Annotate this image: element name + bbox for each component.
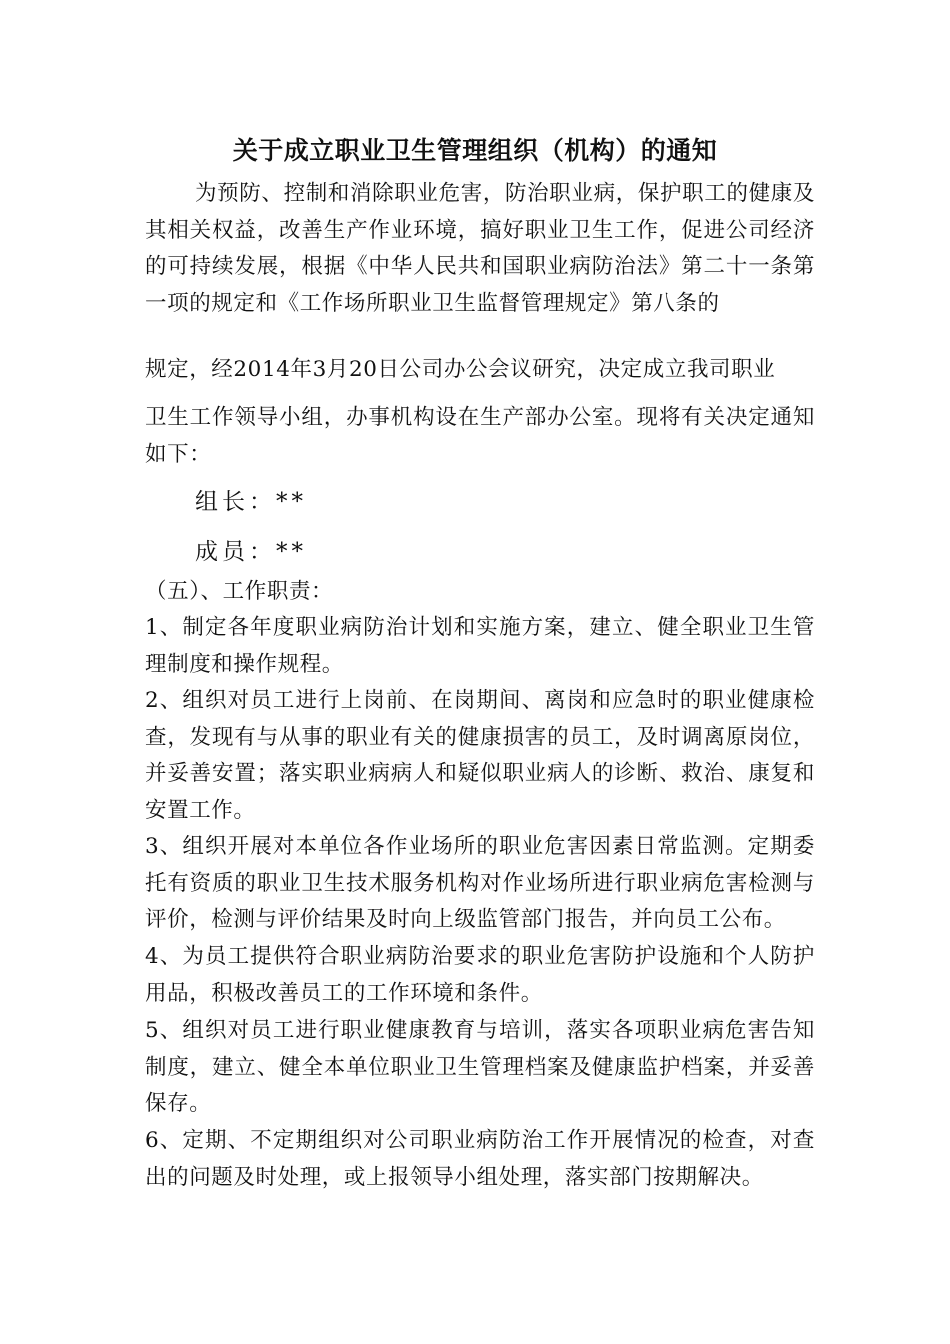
intro-paragraph-end: 卫生工作领导小组，办事机构设在生产部办公室。现将有关决定通知如下： (145, 405, 815, 467)
duty-item: 5、组织对员工进行职业健康教育与培训，落实各项职业病危害告知制度，建立、健全本单位职业卫生管理档案及健康监护档案，并妥善保存。 (145, 1018, 815, 1116)
intro-paragraph-continued: 规定，经2014年3月20日公司办公会议研究，决定成立我司职业 (145, 357, 776, 382)
duty-item: 6、定期、不定期组织对公司职业病防治工作开展情况的检查，对查出的问题及时处理，或上报领导小组处理，落实部门按期解决。 (145, 1128, 815, 1190)
duties-heading: （五）、工作职责： (145, 579, 334, 604)
page-title: 关于成立职业卫生管理组织（机构）的通知 (232, 136, 718, 165)
duty-item: 2、组织对员工进行上岗前、在岗期间、离岗和应急时的职业健康检查，发现有与从事的职业有关的健康损害的员工，及时调离原岗位，并妥善安置；落实职业病病人和疑似职业病人的诊断、救治、康复和安置工作。 (145, 688, 815, 823)
intro-paragraph: 为预防、控制和消除职业危害，防治职业病，保护职工的健康及其相关权益，改善生产作业环境，搞好职业卫生工作，促进公司经济的可持续发展，根据《中华人民共和国职业病防治法》第二十一条第一项的规定和《工作场所职业卫生监督管理规定》第八条的 (145, 181, 815, 316)
members-line: 成员：** (195, 539, 307, 565)
duty-item: 1、制定各年度职业病防治计划和实施方案，建立、健全职业卫生管理制度和操作规程。 (145, 615, 815, 677)
duty-item: 4、为员工提供符合职业病防治要求的职业危害防护设施和个人防护用品，积极改善员工的工作环境和条件。 (145, 944, 815, 1006)
duty-item: 3、组织开展对本单位各作业场所的职业危害因素日常监测。定期委托有资质的职业卫生技术服务机构对作业场所进行职业病危害检测与评价，检测与评价结果及时向上级监管部门报告，并向员工公布。 (145, 834, 815, 932)
leader-line: 组长：** (195, 489, 307, 515)
